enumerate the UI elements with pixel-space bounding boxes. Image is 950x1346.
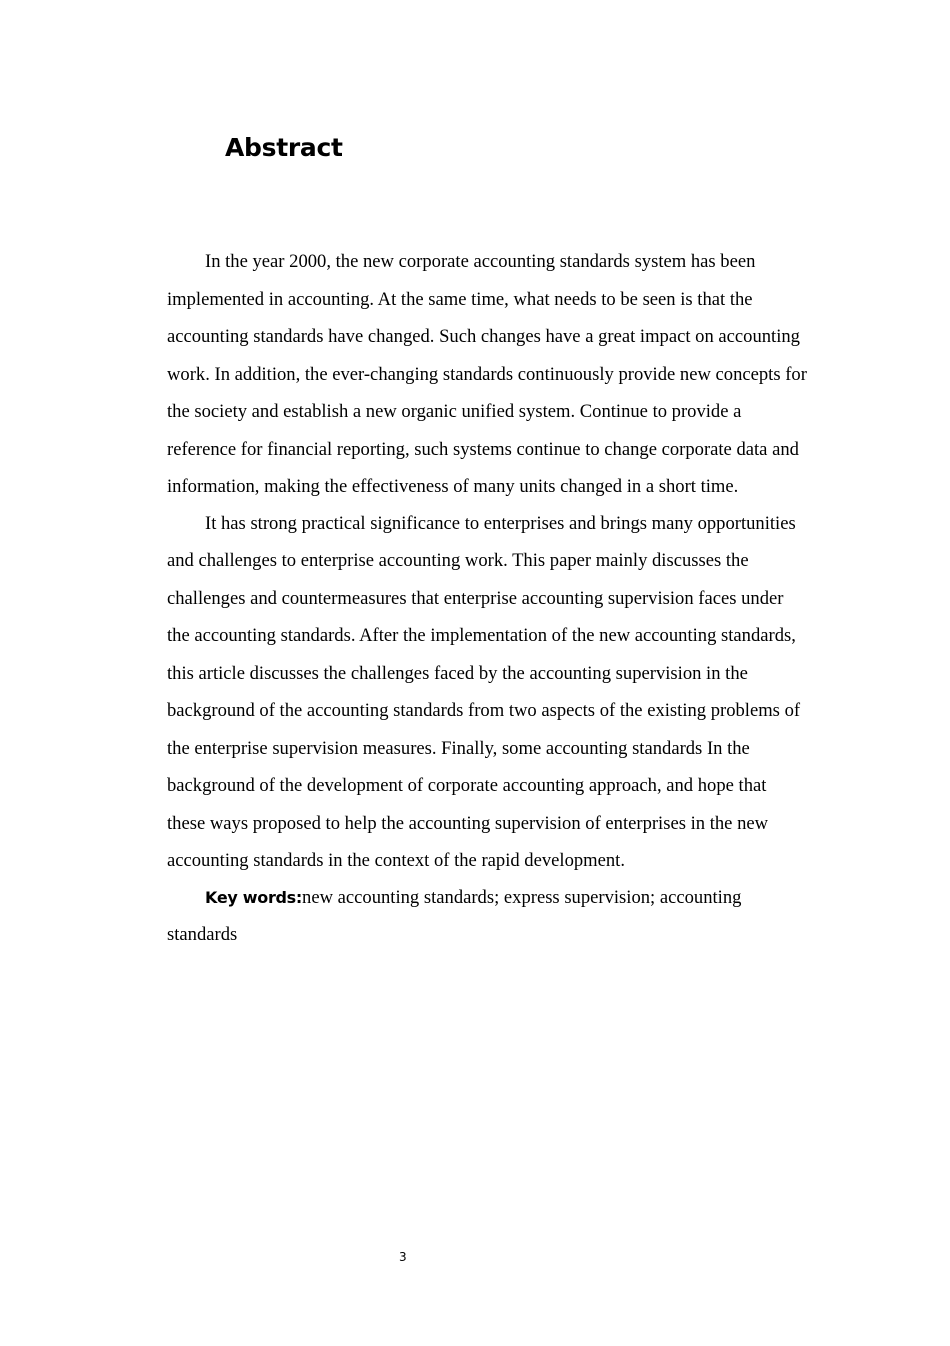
abstract-heading: Abstract bbox=[225, 133, 343, 162]
abstract-paragraph-2: It has strong practical significance to enterprises and brings many opportunities and challenges to enterprise accounting work. This paper mainly discusses the challenges and countermeasures that enterprise accounting supervision faces under the accounting standards. After the implementation of the new accounting standards, this article discusses the challenges faced by the accounting supervision in the background of the accounting standards from two aspects of the existing problems of the enterprise supervision measures. Finally, some accounting standards In the background of the development of corporate accounting approach, and hope that these ways proposed to help the accounting supervision of enterprises in the new accounting standards in the context of the rapid development. bbox=[167, 512, 801, 871]
page-number: 3 bbox=[399, 1250, 407, 1264]
abstract-paragraph-1: In the year 2000, the new corporate accounting standards system has been implemented in accounting. At the same time, what needs to be seen is that the accounting standards have changed. Such changes have a great impact on accounting work. In addition, the ever-changing standards continuously provide new concepts for the society and establish a new organic unified system. Continue to provide a reference for financial reporting, such systems continue to change corporate data and information, making the effectiveness of many units changed in a short time. bbox=[167, 251, 807, 497]
keywords-text: new accounting standards; express supervision; accounting standards bbox=[167, 886, 742, 945]
abstract-body bbox=[167, 243, 809, 953]
keywords-paragraph bbox=[167, 879, 809, 954]
keywords-label: Key words: bbox=[205, 887, 303, 907]
